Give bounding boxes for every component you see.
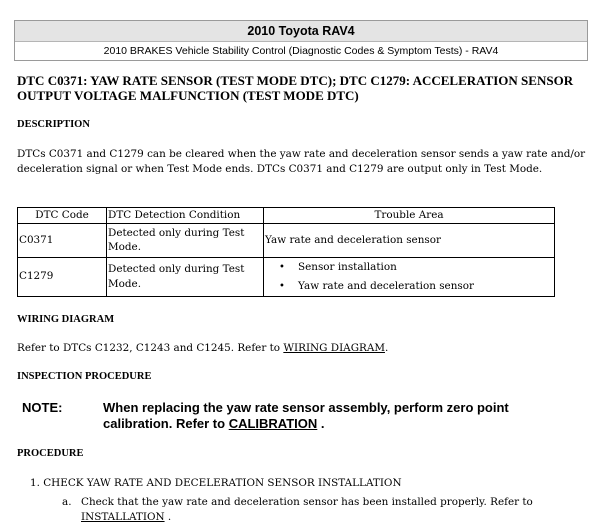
- dtc-table: [17, 207, 555, 297]
- substep-letter: a.: [62, 496, 72, 508]
- installation-link[interactable]: INSTALLATION: [81, 510, 165, 523]
- description-text: DTCs C0371 and C1279 can be cleared when the yaw rate and deceleration sensor sends a yaw rate and/or deceleration signal or when Test Mode ends. DTCs C0371 and C1279 are output only in Test Mode.: [17, 148, 586, 175]
- step-text: CHECK YAW RATE AND DECELERATION SENSOR INSTALLATION: [43, 477, 402, 489]
- note-end: .: [317, 416, 325, 431]
- table-header-row: [18, 208, 555, 224]
- detection-condition-cell: Detected only during Test Mode.: [107, 257, 264, 296]
- note-label: NOTE:: [22, 400, 63, 415]
- detection-condition-cell: Detected only during Test Mode.: [107, 223, 264, 257]
- description-heading: DESCRIPTION: [17, 119, 90, 130]
- column-header-detection-condition: DTC Detection Condition: [107, 208, 264, 224]
- calibration-link[interactable]: CALIBRATION: [228, 416, 318, 431]
- column-header-dtc-code: DTC Code: [18, 208, 107, 224]
- wiring-end: .: [384, 342, 389, 354]
- substep-text: [81, 495, 581, 524]
- list-item: • Sensor installation: [279, 258, 553, 277]
- table-row: [18, 223, 555, 257]
- trouble-area-cell: [264, 257, 555, 296]
- trouble-area-list: [265, 258, 553, 296]
- wiring-text: Refer to DTCs C1232, C1243 and C1245. Refer to: [17, 342, 281, 354]
- wiring-diagram-link[interactable]: WIRING DIAGRAM: [283, 342, 385, 354]
- inspection-procedure-heading: INSPECTION PROCEDURE: [17, 371, 152, 382]
- list-item: • Yaw rate and deceleration sensor: [279, 277, 553, 296]
- substep-body: Check that the yaw rate and deceleration sensor has been installed properly. Refer to: [81, 496, 533, 508]
- wiring-diagram-heading: WIRING DIAGRAM: [17, 314, 115, 325]
- wiring-paragraph: [17, 341, 388, 356]
- dtc-code-cell: C1279: [18, 257, 107, 296]
- trouble-area-cell: Yaw rate and deceleration sensor: [264, 223, 555, 257]
- header-subtitle: 2010 BRAKES Vehicle Stability Control (Diagnostic Codes & Symptom Tests) - RAV4: [103, 45, 499, 57]
- document-header: [14, 20, 588, 61]
- procedure-step: [30, 476, 402, 491]
- header-title: 2010 Toyota RAV4: [15, 21, 587, 42]
- step-number: 1.: [30, 477, 40, 489]
- note-text: [103, 400, 573, 432]
- dtc-code-cell: C0371: [18, 223, 107, 257]
- substep-end: .: [164, 510, 172, 523]
- table-row: [18, 257, 555, 296]
- column-header-trouble-area: Trouble Area: [264, 208, 555, 224]
- note-body: When replacing the yaw rate sensor assembly, perform zero point calibration. Refer to: [103, 400, 509, 431]
- procedure-heading: PROCEDURE: [17, 448, 84, 459]
- dtc-title: DTC C0371: YAW RATE SENSOR (TEST MODE DTC); DTC C1279: ACCELERATION SENSOR OUTPUT VOLTAGE MALFUNCTION (TEST MODE DTC): [17, 73, 574, 103]
